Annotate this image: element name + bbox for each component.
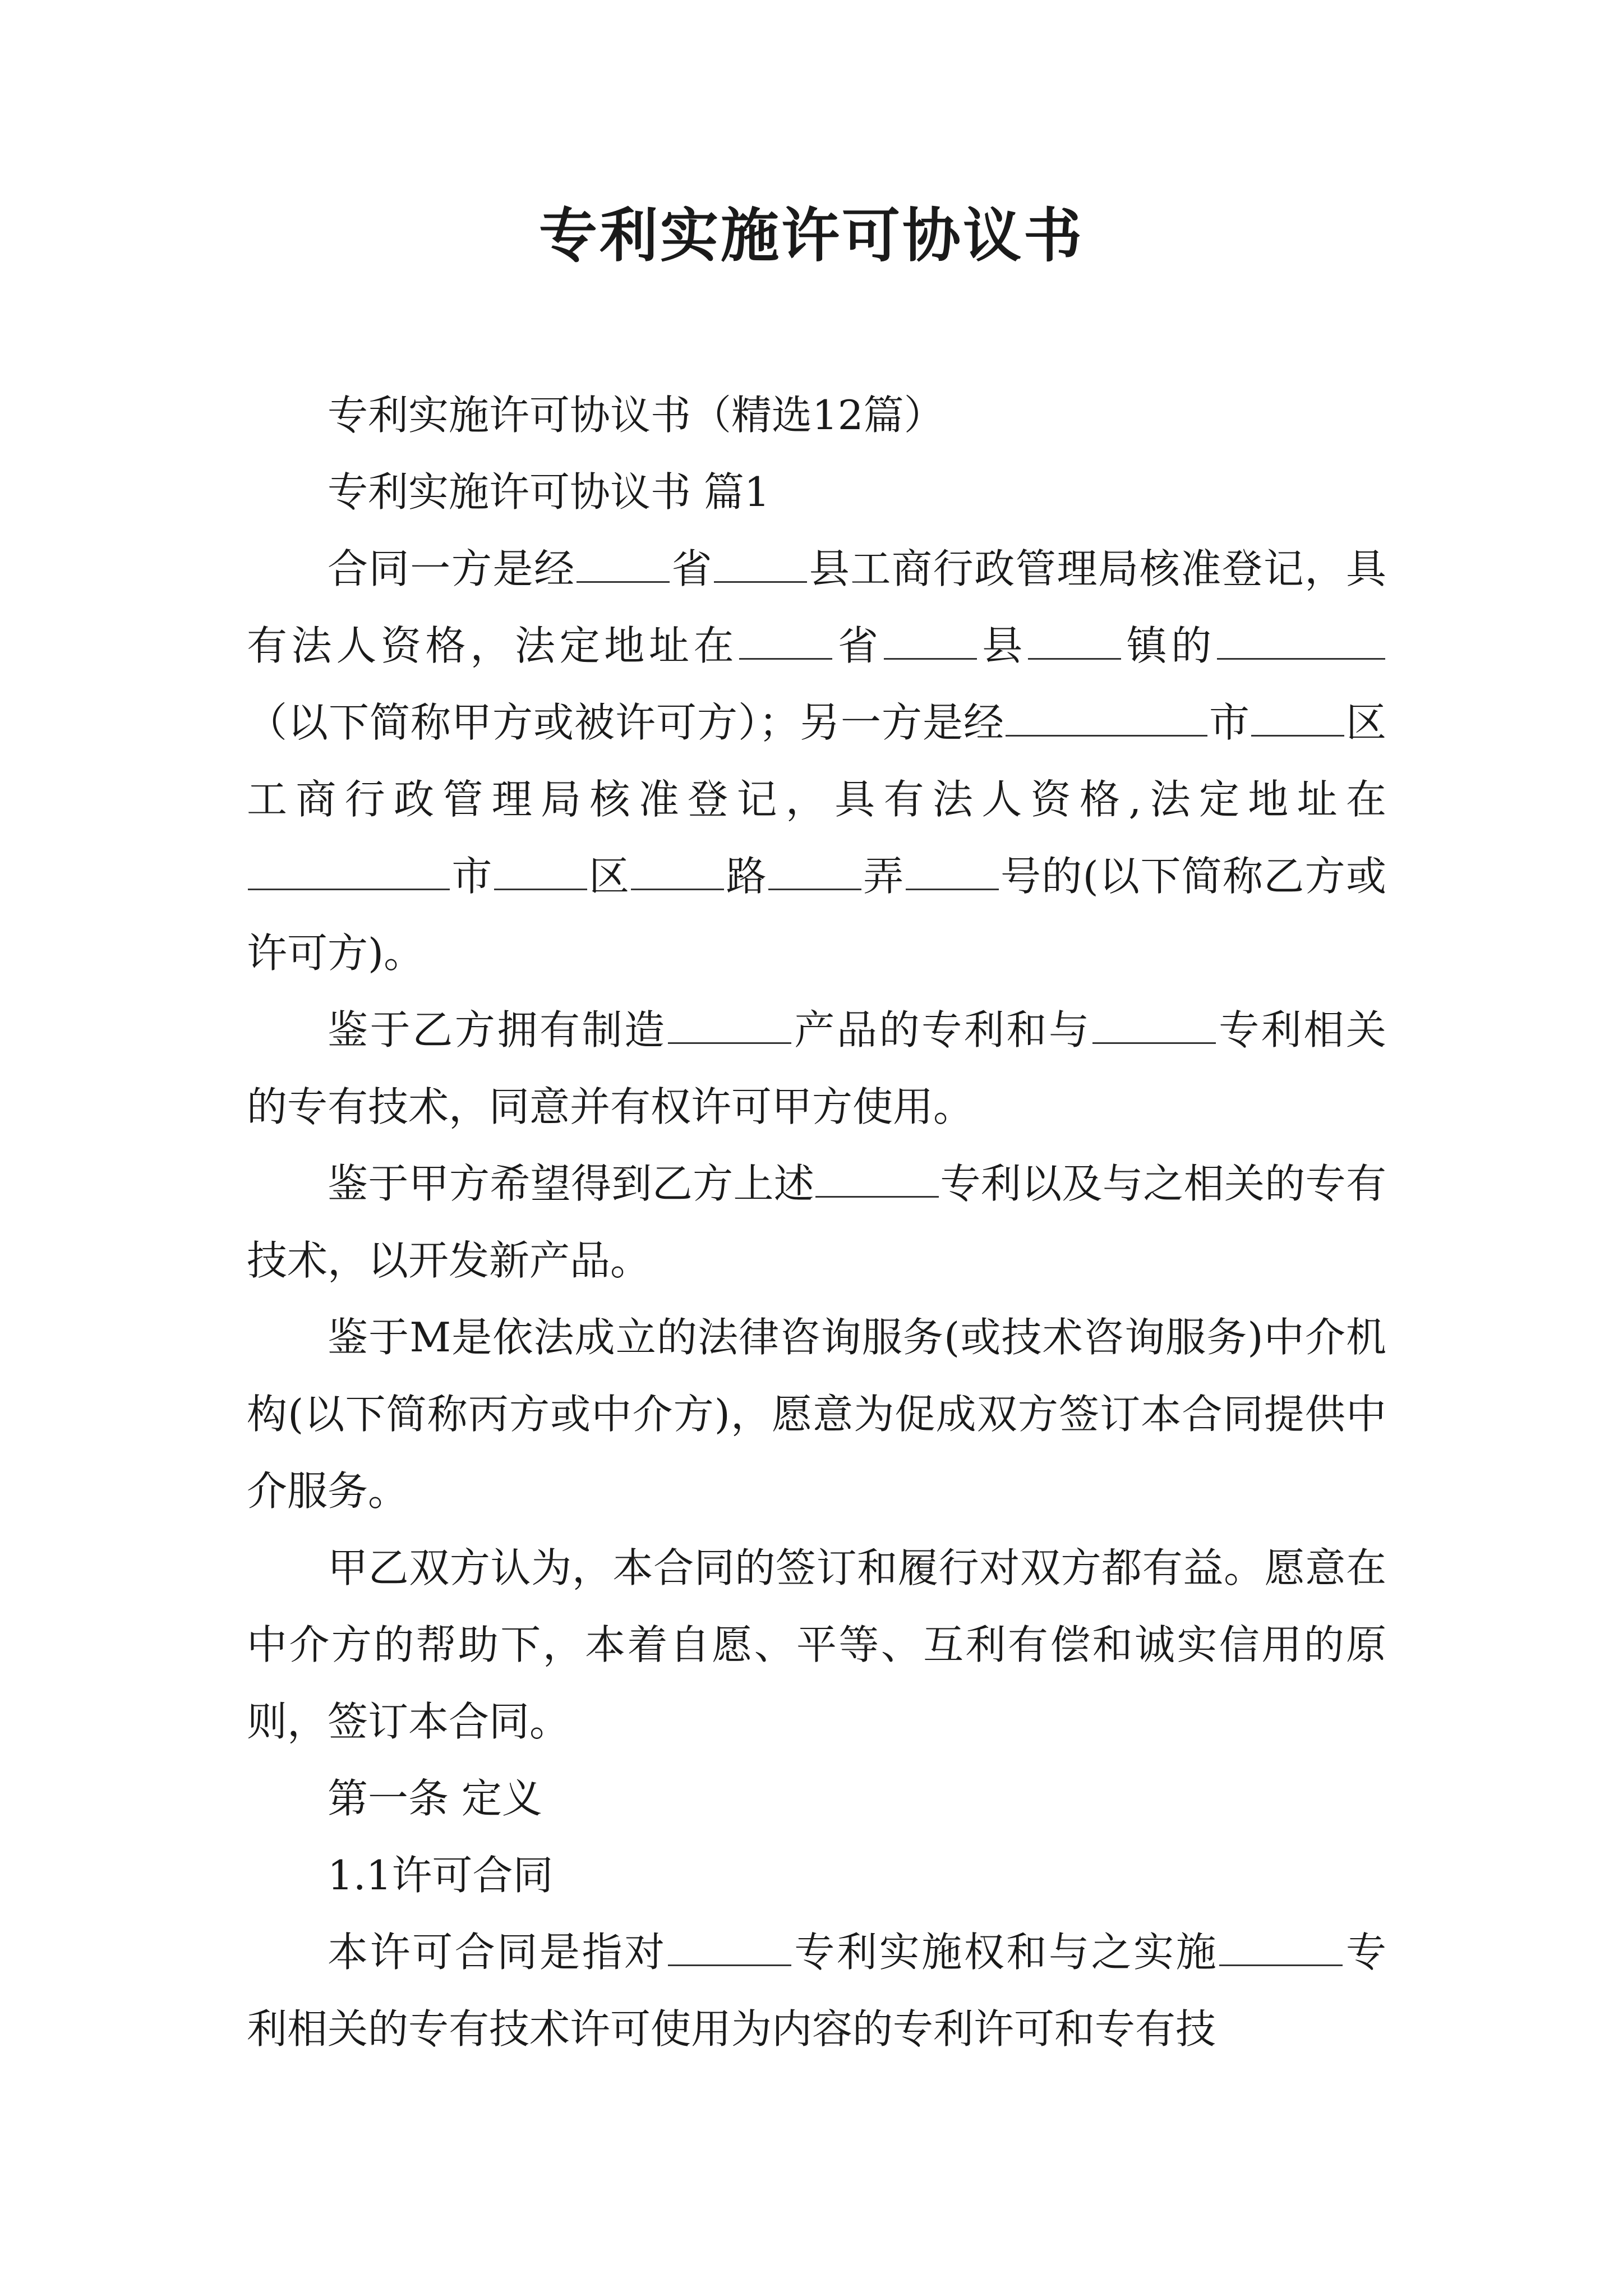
text-segment: 县	[978, 622, 1027, 669]
text-segment: 本许可合同是指对	[328, 1929, 667, 1976]
text-segment: 专利相关的专有技术许可使用为内容的专利许可和专有技	[247, 1929, 1386, 2053]
blank-line	[1006, 697, 1207, 737]
blank-line	[668, 1004, 791, 1044]
blank-line	[248, 850, 450, 890]
clause-heading: 1.1许可合同	[328, 1852, 554, 1899]
blank-line	[906, 850, 999, 890]
text-segment: 省	[670, 545, 713, 592]
text-segment: 专利实施权和与之实施	[792, 1929, 1219, 1976]
blank-line	[1217, 620, 1385, 660]
blank-line	[668, 1926, 791, 1966]
text-segment: 弄	[862, 853, 905, 900]
blank-line	[768, 850, 861, 890]
text-segment: 产品的专利和与	[792, 1006, 1091, 1053]
blank-line	[739, 620, 832, 660]
text-segment: 区工商行政管理局核准登记，具有法人资格,法定地址在	[247, 699, 1386, 823]
text-segment: 号的(以下简称乙方或许可方)。	[247, 853, 1386, 977]
blank-line	[577, 543, 670, 583]
whereas-paragraph	[247, 1145, 1386, 1299]
blank-line	[1251, 697, 1344, 737]
blank-line	[884, 620, 977, 660]
text-segment: 省	[833, 622, 883, 669]
blank-line	[1219, 1926, 1343, 1966]
text-segment: 鉴于甲方希望得到乙方上述	[328, 1160, 815, 1207]
whereas-paragraph: 鉴于M是依法成立的法律咨询服务(或技术咨询服务)中介机构(以下简称丙方或中介方)，愿意为促成双方签订本合同提供中介服务。	[247, 1314, 1386, 1515]
article-heading: 第一条 定义	[328, 1775, 542, 1822]
blank-line	[1092, 1004, 1216, 1044]
document-title: 专利实施许可协议书	[538, 201, 1084, 270]
blank-line	[815, 1158, 939, 1198]
text-segment: 路	[725, 853, 767, 900]
blank-line	[714, 543, 807, 583]
text-segment: 市	[451, 853, 493, 900]
whereas-paragraph	[247, 992, 1386, 1145]
text-segment: 专利相关的专有技术，同意并有权许可甲方使用。	[247, 1006, 1386, 1130]
blank-line	[1028, 620, 1121, 660]
text-segment: 专利以及与之相关的专有技术，以开发新产品。	[247, 1160, 1386, 1284]
text-segment: （以下简称甲方或被许可方）；另一方是经	[247, 699, 1004, 746]
document-body	[247, 377, 1386, 2068]
text-segment: 合同一方是经	[328, 545, 575, 592]
collection-heading: 专利实施许可协议书（精选12篇）	[328, 392, 944, 439]
agreement-paragraph: 甲乙双方认为，本合同的签订和履行对双方都有益。愿意在中介方的帮助下，本着自愿、平等、互利有偿和诚实信用的原则，签订本合同。	[247, 1544, 1386, 1745]
clause-paragraph	[247, 1914, 1386, 2068]
part-heading: 专利实施许可协议书 篇1	[328, 468, 770, 516]
blank-line	[494, 850, 587, 890]
blank-line	[631, 850, 724, 890]
party-clause	[247, 531, 1386, 992]
text-segment: 县工商行政管理局核准登记，具有法人资格，法定地址在	[247, 545, 1386, 669]
text-segment: 区	[588, 853, 630, 900]
text-segment: 镇的	[1122, 622, 1216, 669]
text-segment: 市	[1208, 699, 1250, 746]
text-segment: 鉴于乙方拥有制造	[328, 1006, 667, 1053]
